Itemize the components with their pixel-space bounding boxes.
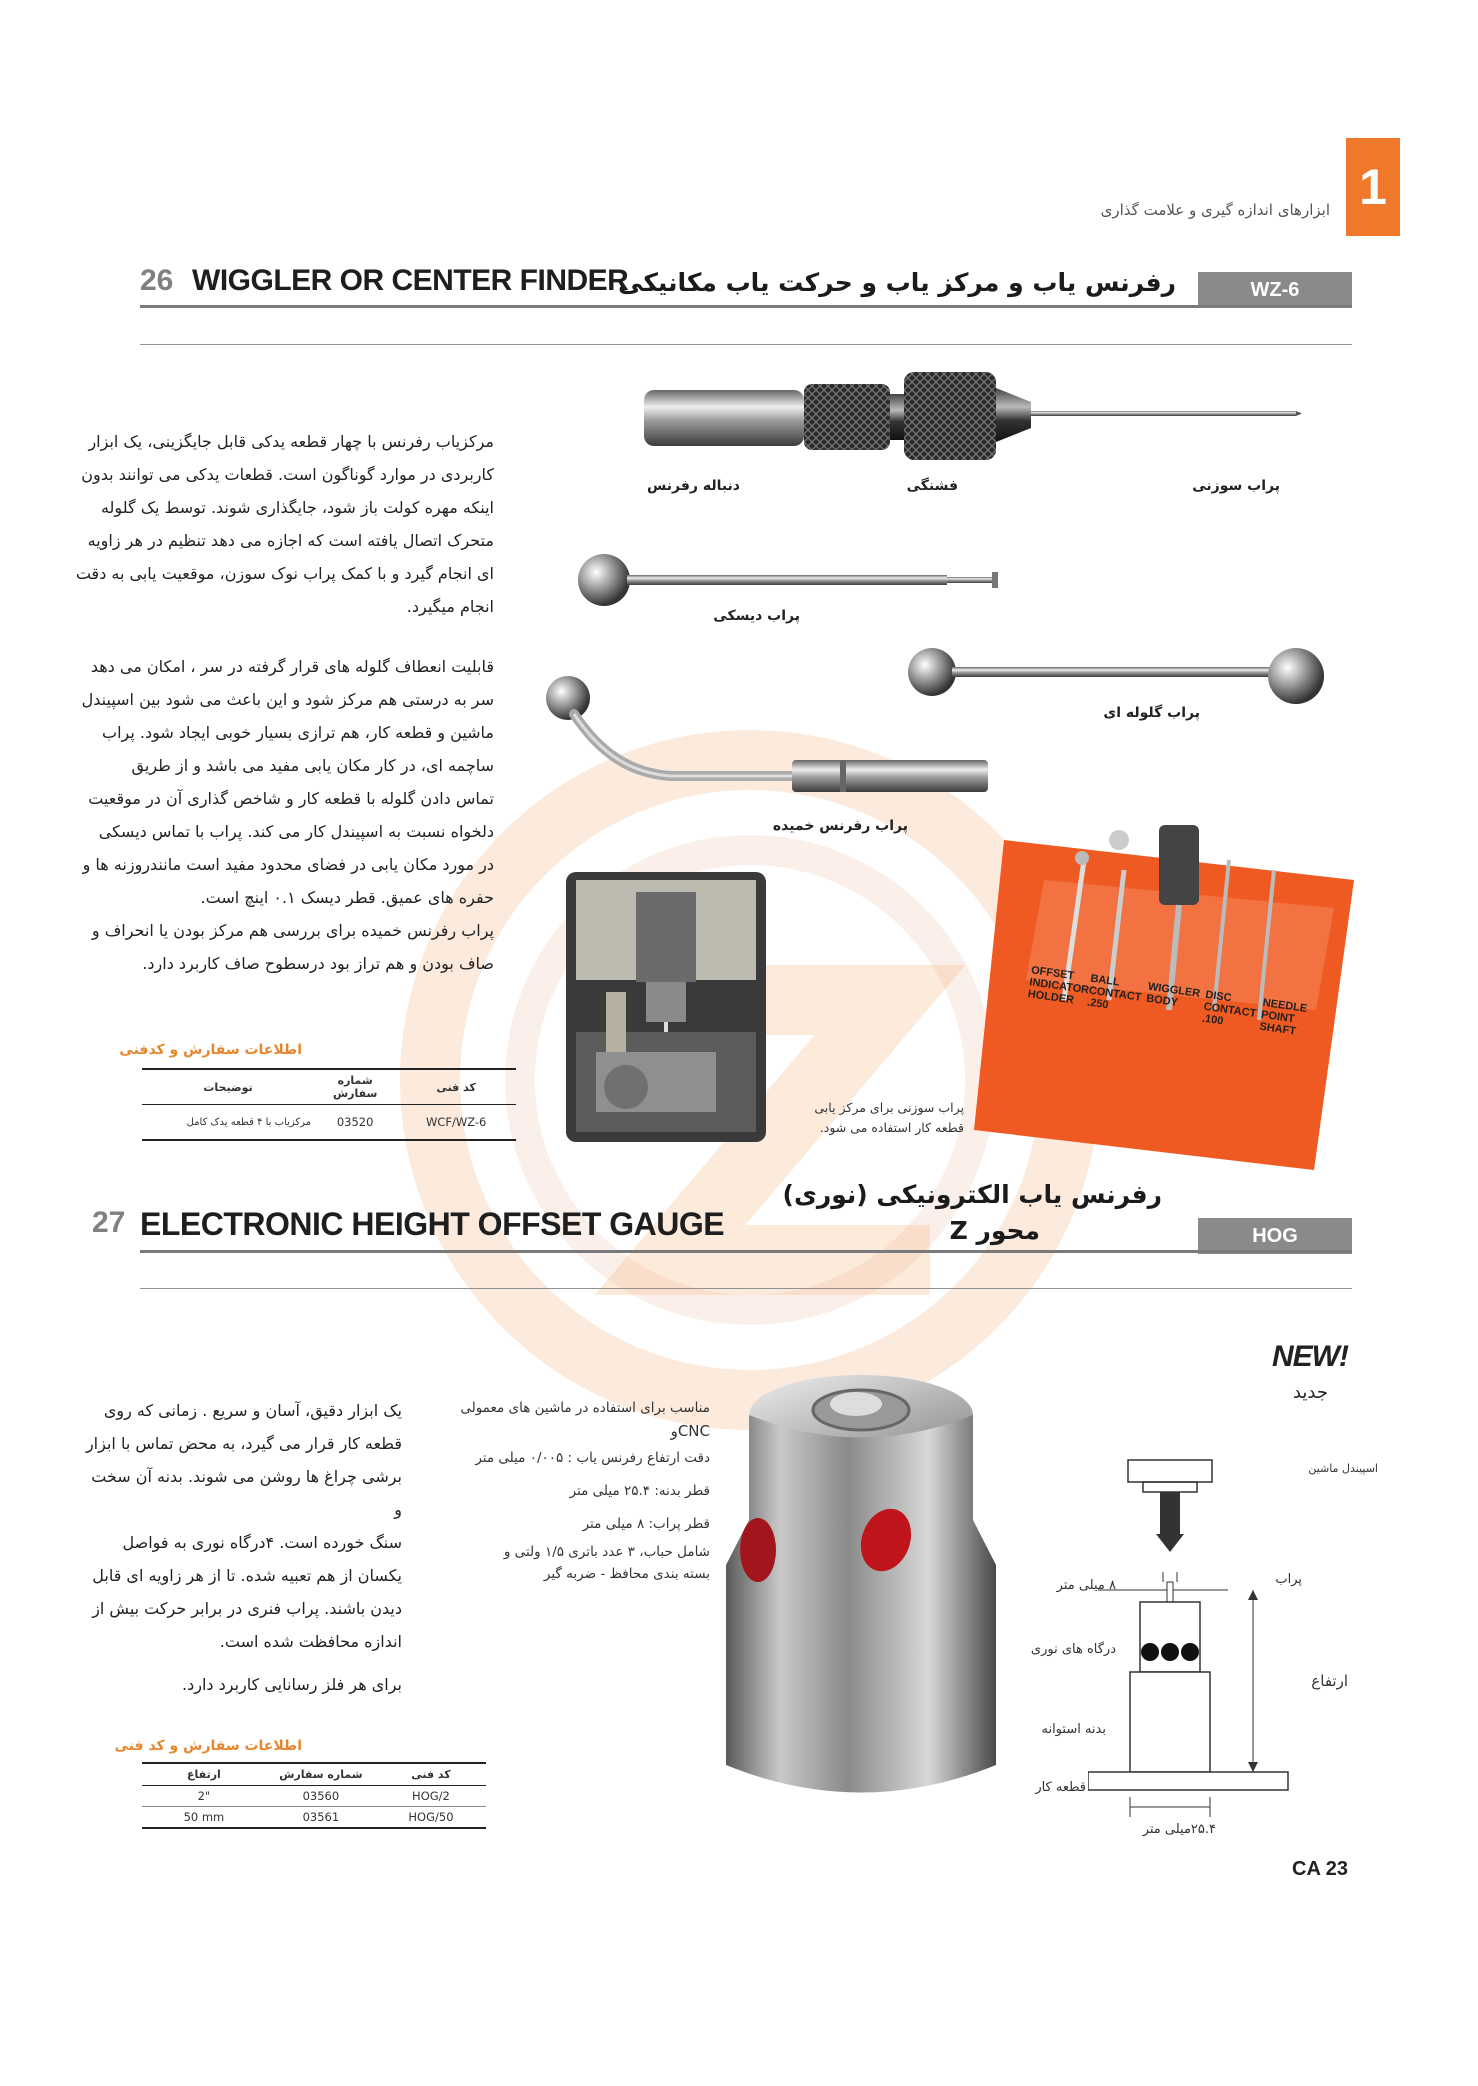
new-badge: NEW! — [1272, 1340, 1348, 1373]
product-code-tab-hog: HOG — [1198, 1218, 1352, 1254]
label-needle: پراب سوزنی — [1192, 478, 1280, 494]
table-row: مرکزیاب با ۴ قطعه یدک کامل 03520 WCF/WZ-6 — [142, 1105, 516, 1141]
label-bent-probe: پراب رفرنس خمیده — [772, 818, 908, 834]
hog-specs: مناسب برای استفاده در ماشین های معمولی CNCو دقت ارتفاع رفرنس یاب : ۰/۰۰۵ میلی متر قطر بدنه: ۲۵.۴ میلی متر قطر پراب: ۸ میلی متر شامل حباب، ۳ عدد باتری ۱/۵ ولتی و بسته بندی محافظ - ضربه گیر — [460, 1400, 710, 1582]
new-label-fa: جدید — [1292, 1382, 1328, 1403]
section-number-26: 26 — [140, 264, 174, 297]
wiggler-body-image — [636, 362, 1302, 462]
hog-gauge-image — [716, 1370, 1006, 1810]
label-ball-probe: پراب گلوله ای — [1103, 705, 1200, 721]
table-row: 2" 03560 HOG/2 — [142, 1786, 486, 1807]
label-collet: فشنگی — [906, 478, 958, 494]
chapter-number-tab: 1 — [1346, 138, 1400, 236]
label-disc-probe: پراب دیسکی — [713, 608, 800, 624]
machine-photo — [566, 872, 766, 1142]
section-underline-27 — [140, 1250, 1352, 1253]
section-title-fa-27-line2: محور Z — [949, 1216, 1040, 1245]
pouch-labels: OFFSET INDICATOR HOLDER BALL CONTACT .250 WIGGLER BODY DISC CONTACT .100 NEEDLE POINT SHAFT — [1026, 964, 1308, 1038]
hog-dimension-diagram — [1088, 1452, 1328, 1852]
section-title-fa-26: رفرنس یاب و مرکز یاب و حرکت یاب مکانیکی — [618, 268, 1176, 297]
order-table-27: ارتفاع شماره سفارش کد فنی 2" 03560 HOG/2 50 mm 03561 HOG/50 — [142, 1762, 486, 1829]
diagram-probe-dia: ۸ میلی متر — [1056, 1578, 1116, 1593]
needle-caption: پراب سوزنی برای مرکز یابی قطعه کار استفاده می شود. — [814, 1100, 964, 1135]
disc-probe-image — [572, 548, 1002, 612]
hog-description: یک ابزار دقیق، آسان و سریع . زمانی که روی قطعه کار قرار می گیرد، به محض تماس با ابزار برشی چراغ ها روشن می شوند. بدنه آن سخت و سنگ خورده است. ۴درگاه نوری به فواصل یکسان از هم تعبیه شده. تا از هر زاویه ای قابل دیدن باشند. پراب فنری در برابر حرکت بیش از اندازه محافظت شده است. برای هر فلز رسانایی کاربرد دارد. — [85, 1401, 402, 1694]
order-table-26: توضیحات شماره سفارش کد فنی مرکزیاب با ۴ قطعه یدک کامل 03520 WCF/WZ-6 — [142, 1068, 516, 1141]
divider — [140, 344, 1352, 345]
bent-probe-image — [540, 668, 1000, 808]
section-number-27: 27 — [92, 1206, 126, 1239]
section-title-en-27: ELECTRONIC HEIGHT OFFSET GAUGE — [140, 1206, 725, 1242]
divider-27 — [140, 1288, 1352, 1289]
chapter-title: ابزارهای اندازه گیری و علامت گذاری — [1100, 201, 1330, 219]
diagram-probe-label: پراب — [1275, 1572, 1302, 1587]
section-title-fa-27-line1: رفرنس یاب الکترونیکی (نوری) — [782, 1180, 1162, 1209]
description-paragraph-2: قابلیت انعطاف گلوله های قرار گرفته در سر ، امکان می دهد سر به درستی هم مرکز شود و این باعث می شود بین اسپیندل ماشین و قطعه کار، هم ترازی بسیار خوبی ایجاد شود. پراب ساچمه ای، در کار مکان یابی مفید می باشد و از طریق تماس دادن گلوله با قطعه کار و شاخص گذاری آن در موقعیت دلخواه نسبت به اسپیندل کار می کند. پراب با تماس دیسکی در مورد مکان یابی در فضای محدود مفید است مانندروزنه ها و حفره های عمیق. قطر دیسک ۰.۱ اینچ است. پراب رفرنس خمیده برای بررسی هم مرکز بودن یا انحراف و صاف بودن و هم تراز بود درسطوح صاف کاربرد دارد. — [81, 657, 494, 973]
page-number: CA 23 — [1292, 1858, 1348, 1880]
order-info-title-27: اطلاعات سفارش و کد فنی — [114, 1738, 302, 1754]
label-tail: دنباله رفرنس — [646, 478, 740, 494]
section-underline — [140, 305, 1352, 308]
description-paragraph-1: مرکزیاب رفرنس با چهار قطعه یدکی قابل جایگزینی، یک ابزار کاربردی در موارد گوناگون است. قطعات یدکی می توانند بدون اینکه مهره کولت باز شود، جایگذاری شوند. توسط یک گلوله متحرک اتصال یافته است که اجازه می دهد تنظیم در هر زاویه ای انجام گیرد و با کمک پراب نوک سوزن، موقعیت یابی به دقت انجام میگیرد. — [75, 432, 494, 616]
diagram-height-label: ارتفاع — [1311, 1672, 1348, 1690]
diagram-lights-label: درگاه های نوری — [1030, 1642, 1116, 1657]
diagram-body-label: بدنه استوانه — [1041, 1722, 1106, 1737]
section-title-en-26: WIGGLER OR CENTER FINDER — [192, 264, 629, 297]
diagram-workpiece-label: قطعه کار — [1035, 1780, 1086, 1795]
order-info-title-26: اطلاعات سفارش و کدفنی — [119, 1042, 302, 1058]
product-code-tab: WZ-6 — [1198, 272, 1352, 308]
diagram-body-dia: ۲۵.۴میلی متر — [1142, 1822, 1216, 1837]
diagram-spindle-label: اسپیندل ماشین — [1308, 1462, 1378, 1475]
table-row: 50 mm 03561 HOG/50 — [142, 1807, 486, 1829]
